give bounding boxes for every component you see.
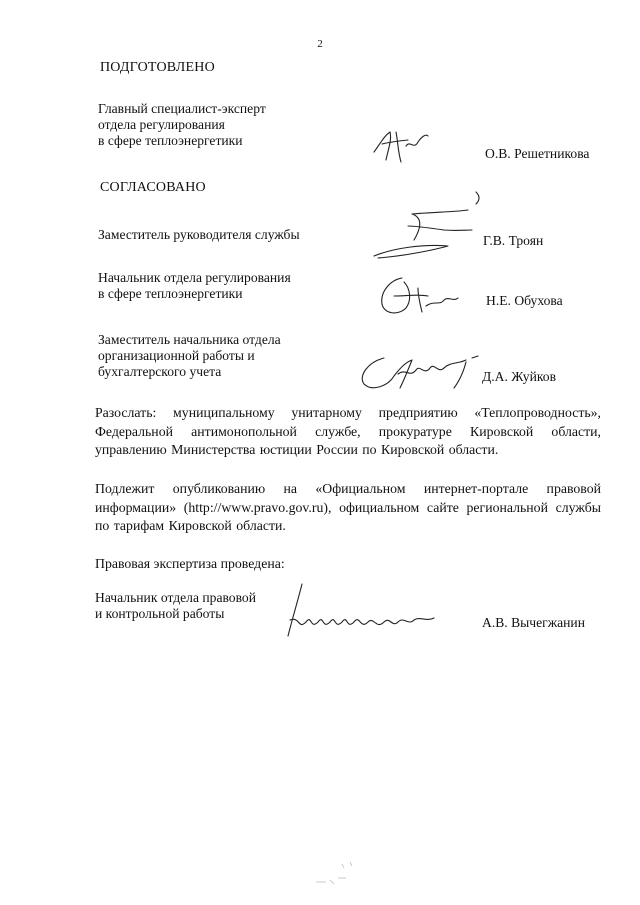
signer-name-obukhova: Н.Е. Обухова: [486, 293, 563, 308]
agreed-heading: СОГЛАСОВАНО: [100, 180, 206, 195]
signer-name-zhuykov: Д.А. Жуйков: [482, 369, 557, 384]
publication-paragraph: Подлежит опубликованию на «Официальном интернет-портале правовой информации» (http://www.pravo.gov.ru), официальном сайте региональной службы по тарифам Кировской области.: [95, 481, 601, 533]
scan-artifact: [312, 858, 362, 888]
signature-zhuykov: [354, 350, 484, 398]
page-number: 2: [317, 38, 323, 50]
signer-position-obukhova: Начальник отдела регулирования в сфере теплоэнергетики: [98, 270, 291, 301]
legal-review-name: А.В. Вычегжанин: [482, 615, 585, 630]
signer-position-zhuykov: Заместитель начальника отдела организационной работы и бухгалтерского учета: [98, 332, 281, 379]
legal-review-text: Правовая экспертиза проведена:: [95, 556, 285, 571]
signer-position-troyan: Заместитель руководителя службы: [98, 227, 300, 242]
distribution-paragraph: Разослать: муниципальному унитарному предприятию «Теплопроводность», Федеральной антимонопольной службе, прокуратуре Кировской области, управлению Министерства юстиции России по Кировской области.: [95, 405, 601, 457]
signature-obukhova: [372, 266, 462, 322]
signer-name-troyan: Г.В. Троян: [483, 233, 544, 248]
signature-troyan: [364, 186, 492, 266]
legal-review-position: Начальник отдела правовой и контрольной работы: [95, 590, 257, 621]
signature-reshetnikova: [368, 122, 430, 170]
prepared-heading: ПОДГОТОВЛЕНО: [100, 60, 215, 75]
prepared-name: О.В. Решетникова: [485, 146, 590, 161]
signature-vychegzhanin: [280, 580, 440, 642]
prepared-position: Главный специалист-эксперт отдела регулирования в сфере теплоэнергетики: [98, 101, 266, 148]
